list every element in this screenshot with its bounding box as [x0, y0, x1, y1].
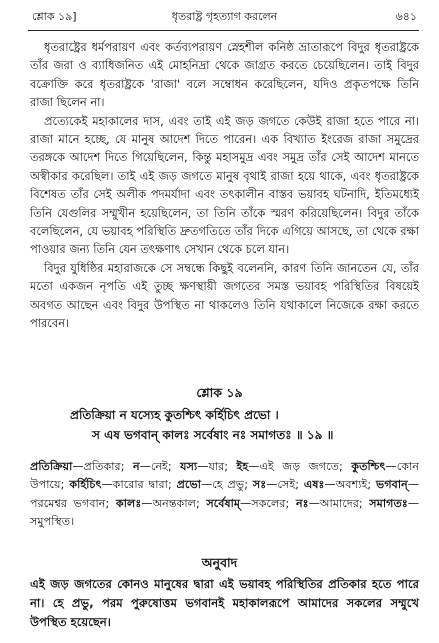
synonym-word: প্রতিক্রিয়া: [30, 460, 73, 473]
synonym-meaning: পরমেশ্বর ভগবান: [30, 496, 106, 510]
synonym-word: নঃ: [295, 496, 309, 510]
synonym-meaning: আমাদের: [319, 496, 359, 510]
synonym-word: সমাগতঃ: [369, 496, 408, 510]
synonym-meaning: যার: [208, 460, 225, 473]
purport-paragraph: ধৃতরাষ্ট্রের ধর্মপরায়ণ এবং কর্তব্যপরায়ণ স্নেহশীল কনিষ্ঠ ভ্রাতারূপে বিদুর ধৃতরাষ্ট্রকে তাঁর জরা ও ব্যাধিজনিত এই মোহনিদ্রা থেকে জাগ্রত করতে চেয়েছিলেন। তাই বিদুর বক্রোক্তি করে ধৃতরাষ্ট্রকে 'রাজা' বলে সম্বোধন করেছিলেন, যদিও প্রকৃতপক্ষে তিনি রাজা ছিলেন না।: [30, 40, 419, 110]
synonym-word: সঃ: [252, 478, 267, 492]
synonym-word: ভগবান্: [376, 478, 408, 492]
verse-line: প্রতিক্রিয়া ন যস্যেহ কুতশ্চিৎ কর্হিচিৎ প্রভো ।: [70, 408, 279, 422]
purport-text: [30, 38, 419, 333]
synonym-meaning: সকলের: [251, 496, 286, 510]
synonym-word: এষঃ: [303, 478, 325, 492]
synonym-word: কর্হিচিৎ: [69, 478, 102, 492]
purport-paragraph: বিদুর যুধিষ্ঠির মহারাজকে সে সম্বন্ধে কিছুই বলেননি, কারণ তিনি জানতেন যে, তাঁর মতো একজন নৃপতি এই তুচ্ছ ক্ষণস্থায়ী জগতের সমস্ত ভয়াবহ পরিস্থিতির বিষয়েই অবগত আছেন এবং বিদুর উপস্থিত না থাকলেও তিনি যথাকালে নিজেকে রক্ষা করতে পারবেন।: [30, 260, 419, 331]
synonym-word: যস্য: [180, 460, 198, 473]
page-number: ৬৪১: [395, 10, 417, 23]
synonym-meaning: এই জড় জগতে: [259, 460, 339, 473]
synonym-meaning: অবশ্যই: [335, 478, 368, 492]
purport-paragraph: প্রত্যেকেই মহাকালের দাস, এবং তাই এই জড় জগতে কেউই রাজা হতে পারে না। রাজা মানে হচ্ছে, যে মানুষ আদেশ দিতে পারেন। এক বিখ্যাত ইংরেজ রাজা সমুদ্রের তরঙ্গকে আদেশ দিতে গিয়েছিলেন, কিন্তু মহাসমুদ্র এবং সমুদ্র তাঁর সেই আদেশ মানতে অস্বীকার করেছিল। তাই এই জড় জগতে মানুষ বৃথাই রাজা হয়ে থাকে, এবং ধৃতরাষ্ট্রকে বিশেষত তাঁর সেই অলীক পদমর্যাদা এবং তৎকালীন বাস্তব ভয়াবহ ঘটনাদি, ইতিমধ্যেই তিনি যেগুলির সম্মুখীন হয়েছিলেন, তা তিনি তাঁকে স্মরণ করিয়েছিলেন। বিদুর তাঁকে বলেছিলেন, যে ভয়াবহ পরিস্থিতি দ্রুতগতিতে তাঁর দিকে এগিয়ে আসছে, তা থেকে রক্ষা পাওয়ার জন্য তিনি যেন তৎক্ষণাৎ সেখান থেকে চলে যান।: [30, 113, 419, 257]
synonym-word: প্রভো: [176, 478, 202, 492]
synonym-meaning: সেই: [277, 478, 296, 492]
translation-text: এই জড় জগতের কোনও মানুষের দ্বারা এই ভয়াবহ পরিস্থিতির প্রতিকার হতে পারে না। হে প্রভু, পরম পুরুষোত্তম ভগবানই মহাকালরূপে আমাদের সকলের সম্মুখে উপস্থিত হয়েছেন।: [30, 577, 419, 629]
verse-line: স এষ ভগবান্ কালঃ সর্বেষাং নঃ সমাগতঃ ॥ ১৯ ॥: [92, 428, 334, 442]
header-chapter-title: ধৃতরাষ্ট্র গৃহত্যাগ করলেন: [171, 10, 278, 23]
verse-heading: শ্লোক ১৯: [196, 385, 243, 400]
word-synonyms: প্রতিক্রিয়া—প্রতিকার; ন—নেই; যস্য—যার; ইহ—এই জড় জগতে; কুতশ্চিৎ—কোন উপায়ে; কর্হিচিৎ—কারোর দ্বারা; প্রভো—হে প্রভু; সঃ—সেই; এষঃ—অবশ্যই; ভগবান্—পরমেশ্বর ভগবান; কালঃ—অনন্তকাল; সর্বেষাম্—সকলের; নঃ—আমাদের; সমাগতঃ—সমুপস্থিত।: [30, 460, 420, 529]
synonym-meaning: কোন উপায়ে: [30, 460, 420, 492]
synonym-word: কালঃ: [115, 496, 142, 510]
synonym-meaning: সমুপস্থিত: [30, 515, 71, 529]
translation-heading: অনুবাদ: [201, 555, 238, 570]
synonym-meaning: অনন্তকাল: [152, 496, 196, 510]
synonym-meaning: প্রতিকার: [83, 460, 121, 473]
synonym-meaning: নেই: [150, 460, 168, 473]
synonym-word: কুতশ্চিৎ: [351, 460, 386, 473]
synonym-word: সর্বেষাম্: [206, 496, 241, 510]
synonym-word: ইহ: [236, 460, 249, 473]
synonym-word: ন: [132, 460, 140, 473]
header-verse-ref: শ্লোক ১৯]: [32, 10, 77, 23]
synonym-meaning: কারোর দ্বারা: [112, 478, 168, 492]
running-header: [32, 8, 417, 26]
header-rule: [28, 30, 419, 31]
synonym-meaning: হে প্রভু: [212, 478, 245, 492]
verse-text: [30, 405, 419, 445]
